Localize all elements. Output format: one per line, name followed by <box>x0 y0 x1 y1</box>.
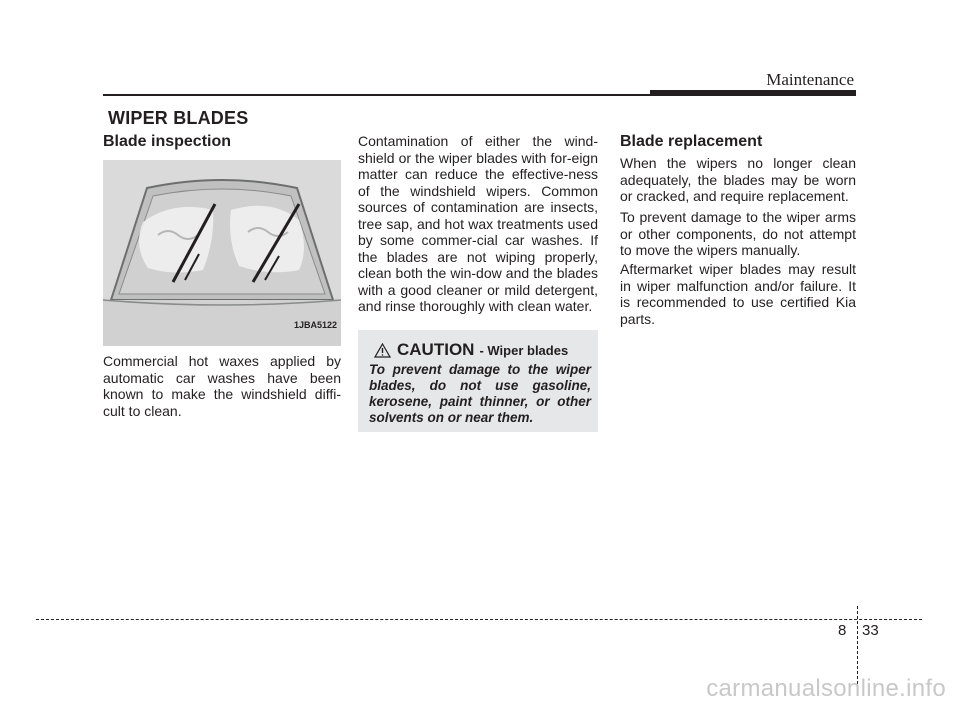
footer-rule <box>36 619 922 620</box>
header-rule-bar <box>650 90 856 96</box>
paragraph-replacement-3: Aftermarket wiper blades may result in wiper malfunction and/or failure. It is recommended to use certified Kia parts. <box>620 261 856 327</box>
subhead-blade-replacement: Blade replacement <box>620 133 763 150</box>
section-title: WIPER BLADES <box>108 108 249 128</box>
windshield-wiper-illustration <box>103 160 341 346</box>
subhead-blade-inspection: Blade inspection <box>103 133 232 150</box>
caution-header <box>374 340 568 360</box>
page-number: 33 <box>862 622 879 639</box>
paragraph-hot-waxes: Commercial hot waxes applied by automatic car washes have been known to make the windshield diffi-cult to clean. <box>103 353 341 419</box>
figure-code: 1JBA5122 <box>293 320 337 330</box>
caution-box <box>358 330 598 432</box>
header-rule <box>103 94 658 96</box>
caution-text: To prevent damage to the wiper blades, do not use gasoline, kerosene, paint thinner, or other solvents on or near them. <box>369 362 591 425</box>
warning-triangle-icon <box>374 343 391 358</box>
watermark: carmanualsonline.info <box>706 675 946 702</box>
caution-subject: - Wiper blades <box>479 342 569 358</box>
caution-label: CAUTION <box>397 340 475 359</box>
paragraph-replacement-2: To prevent damage to the wiper arms or other components, do not attempt to move the wipers manually. <box>620 209 856 258</box>
windshield-illustration-icon <box>103 160 341 346</box>
running-header-title: Maintenance <box>766 70 854 89</box>
paragraph-contamination: Contamination of either the wind-shield or the wiper blades with for-eign matter can reduce the effective-ness of the windshield wipers. Common sources of contamination are insects, tree sap, and hot wax treatments used by some commer-cial car washes. If the blades are not wiping properly, clean both the win-dow and the blades with a good cleaner or mild detergent, and rinse thoroughly with clean water. <box>358 133 598 314</box>
paragraph-replacement-1: When the wipers no longer clean adequately, the blades may be worn or cracked, and require replacement. <box>620 155 856 204</box>
chapter-number: 8 <box>838 622 847 639</box>
